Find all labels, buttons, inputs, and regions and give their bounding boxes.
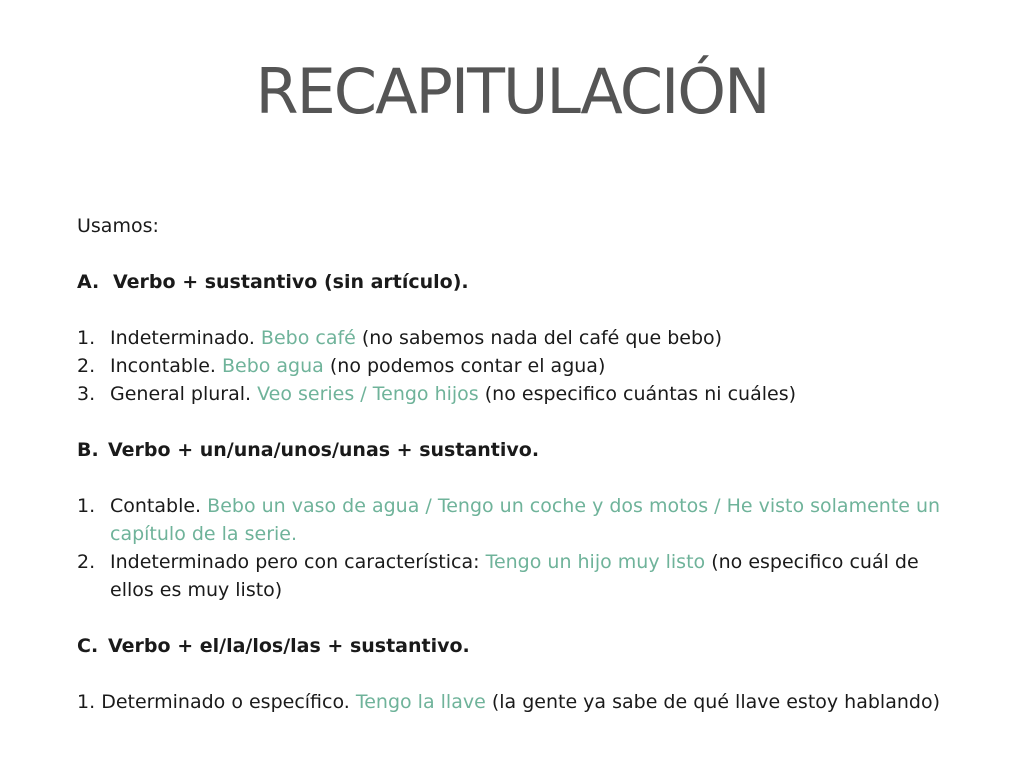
section-c-letter: C. [77,635,99,657]
item-label: Incontable. [110,355,216,377]
item-label: Indeterminado. [110,327,255,349]
section-a-heading [77,268,967,296]
item-note: (no especifico cuál de ellos es muy listo) [110,551,919,601]
item-example: Tengo un hijo muy listo [485,551,706,573]
item-number: 1. [77,495,96,517]
item-label: General plural. [110,383,252,405]
section-a-item-2 [77,352,967,380]
slide-title: RECAPITULACIÓN [255,55,769,128]
section-a-item-3 [77,380,967,408]
item-example: Veo series / Tengo hijos [257,383,479,405]
section-b-item-1 [77,492,967,548]
intro-text: Usamos: [77,215,159,237]
section-c-title: Verbo + el/la/los/las + sustantivo. [108,635,470,657]
item-note: (la gente ya sabe de qué llave estoy hablando) [491,691,940,713]
section-b-heading [77,436,967,464]
item-note: (no sabemos nada del café que bebo) [361,327,723,349]
item-number: 1. [77,327,96,349]
slide-body [77,212,967,716]
item-number: 3. [77,383,96,405]
section-a-title: Verbo + sustantivo (sin artículo). [113,271,469,293]
section-c-heading [77,632,967,660]
section-b-letter: B. [77,439,99,461]
section-b-title: Verbo + un/una/unos/unas + sustantivo. [108,439,540,461]
item-number: 2. [77,355,96,377]
section-a-letter: A. [77,271,100,293]
item-label: Indeterminado pero con característica: [110,551,480,573]
item-number: 2. [77,551,96,573]
item-example: Bebo un vaso de agua / Tengo un coche y dos motos / He visto solamente un capítulo de la serie. [110,495,941,545]
item-example: Tengo la llave [355,691,486,713]
section-a-item-1 [77,324,967,352]
item-label: Contable. [110,495,202,517]
item-example: Bebo agua [221,355,324,377]
item-label: Determinado o específico. [101,691,350,713]
item-number: 1. [77,691,96,713]
section-c-item-1 [77,688,967,716]
item-note: (no podemos contar el agua) [329,355,606,377]
item-note: (no especifico cuántas ni cuáles) [484,383,797,405]
section-b-item-2 [77,548,967,604]
item-example: Bebo café [260,327,356,349]
